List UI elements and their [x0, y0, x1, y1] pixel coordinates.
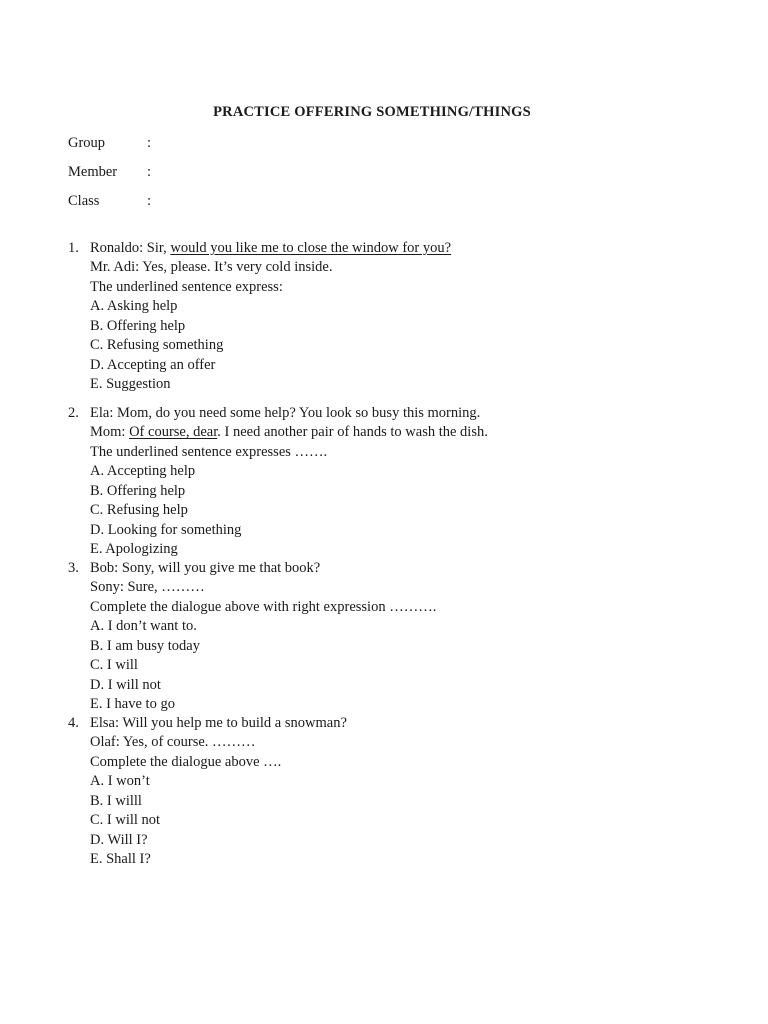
- question-1: [68, 239, 708, 395]
- worksheet-title: PRACTICE OFFERING SOMETHING/THINGS: [213, 104, 531, 120]
- answer-option: C. Refusing help: [90, 502, 188, 519]
- answer-option: E. Apologizing: [90, 541, 178, 558]
- answer-option: A. I don’t want to.: [90, 618, 197, 635]
- question-prompt: Complete the dialogue above with right expression ……….: [90, 598, 437, 615]
- meta-row-group: [68, 133, 151, 153]
- question-dialogue-line: [68, 423, 708, 442]
- question-4: [68, 714, 708, 870]
- meta-row-member: [68, 162, 151, 182]
- answer-option: D. Accepting an offer: [90, 356, 216, 373]
- dialogue-text: Olaf: Yes, of course. ………: [90, 734, 256, 751]
- dialogue-text: Mr. Adi: Yes, please. It’s very cold inside.: [90, 259, 333, 276]
- question-prompt: The underlined sentence expresses …….: [90, 443, 328, 460]
- meta-label: Member: [68, 164, 118, 180]
- answer-option: B. Offering help: [90, 482, 186, 499]
- meta-row-class: [68, 191, 151, 211]
- question-number: 3.: [68, 560, 79, 576]
- dialogue-text: Bob: Sony, will you give me that book?: [90, 560, 321, 576]
- dialogue-text: Mom:: [90, 424, 130, 441]
- answer-option: A. I won’t: [90, 773, 150, 790]
- question-dialogue-line: [68, 258, 708, 277]
- answer-option: D. I will not: [90, 676, 161, 693]
- answer-option: D. Will I?: [90, 831, 148, 848]
- question-dialogue-line: [68, 714, 708, 733]
- answer-option: D. Looking for something: [90, 521, 242, 538]
- answer-option: C. Refusing something: [90, 337, 224, 354]
- dialogue-text: Sony: Sure, ………: [90, 579, 205, 596]
- answer-option: B. Offering help: [90, 317, 186, 334]
- meta-colon: :: [147, 193, 152, 209]
- question-dialogue-line: [68, 578, 708, 597]
- answer-option: A. Asking help: [90, 298, 178, 315]
- answer-option: E. I have to go: [90, 696, 175, 713]
- underlined-sentence: would you like me to close the window for you?: [170, 240, 452, 256]
- meta-label: Group: [68, 135, 106, 151]
- question-dialogue-line: [68, 733, 708, 752]
- meta-colon: :: [147, 164, 152, 180]
- answer-option: E. Suggestion: [90, 376, 171, 393]
- question-prompt: The underlined sentence express:: [90, 278, 283, 295]
- answer-option: B. I willl: [90, 792, 142, 809]
- dialogue-text: Ela: Mom, do you need some help? You look so busy this morning.: [90, 405, 481, 421]
- answer-option: B. I am busy today: [90, 637, 200, 654]
- dialogue-text: . I need another pair of hands to wash the dish.: [217, 424, 488, 441]
- dialogue-text: Ronaldo: Sir,: [90, 240, 171, 256]
- question-dialogue-line: [68, 559, 708, 578]
- question-prompt: Complete the dialogue above ….: [90, 753, 282, 770]
- question-dialogue-line: [68, 239, 708, 258]
- question-2: [68, 404, 708, 560]
- question-number: 2.: [68, 405, 79, 421]
- dialogue-text: Elsa: Will you help me to build a snowman?: [90, 715, 347, 731]
- question-3: [68, 559, 708, 715]
- question-number: 4.: [68, 715, 79, 731]
- meta-colon: :: [147, 135, 152, 151]
- question-dialogue-line: [68, 404, 708, 423]
- question-number: 1.: [68, 240, 79, 256]
- meta-label: Class: [68, 193, 100, 209]
- answer-option: C. I will: [90, 657, 138, 674]
- answer-option: C. I will not: [90, 812, 161, 829]
- answer-option: E. Shall I?: [90, 851, 151, 868]
- underlined-sentence: Of course, dear: [129, 424, 218, 441]
- answer-option: A. Accepting help: [90, 463, 196, 480]
